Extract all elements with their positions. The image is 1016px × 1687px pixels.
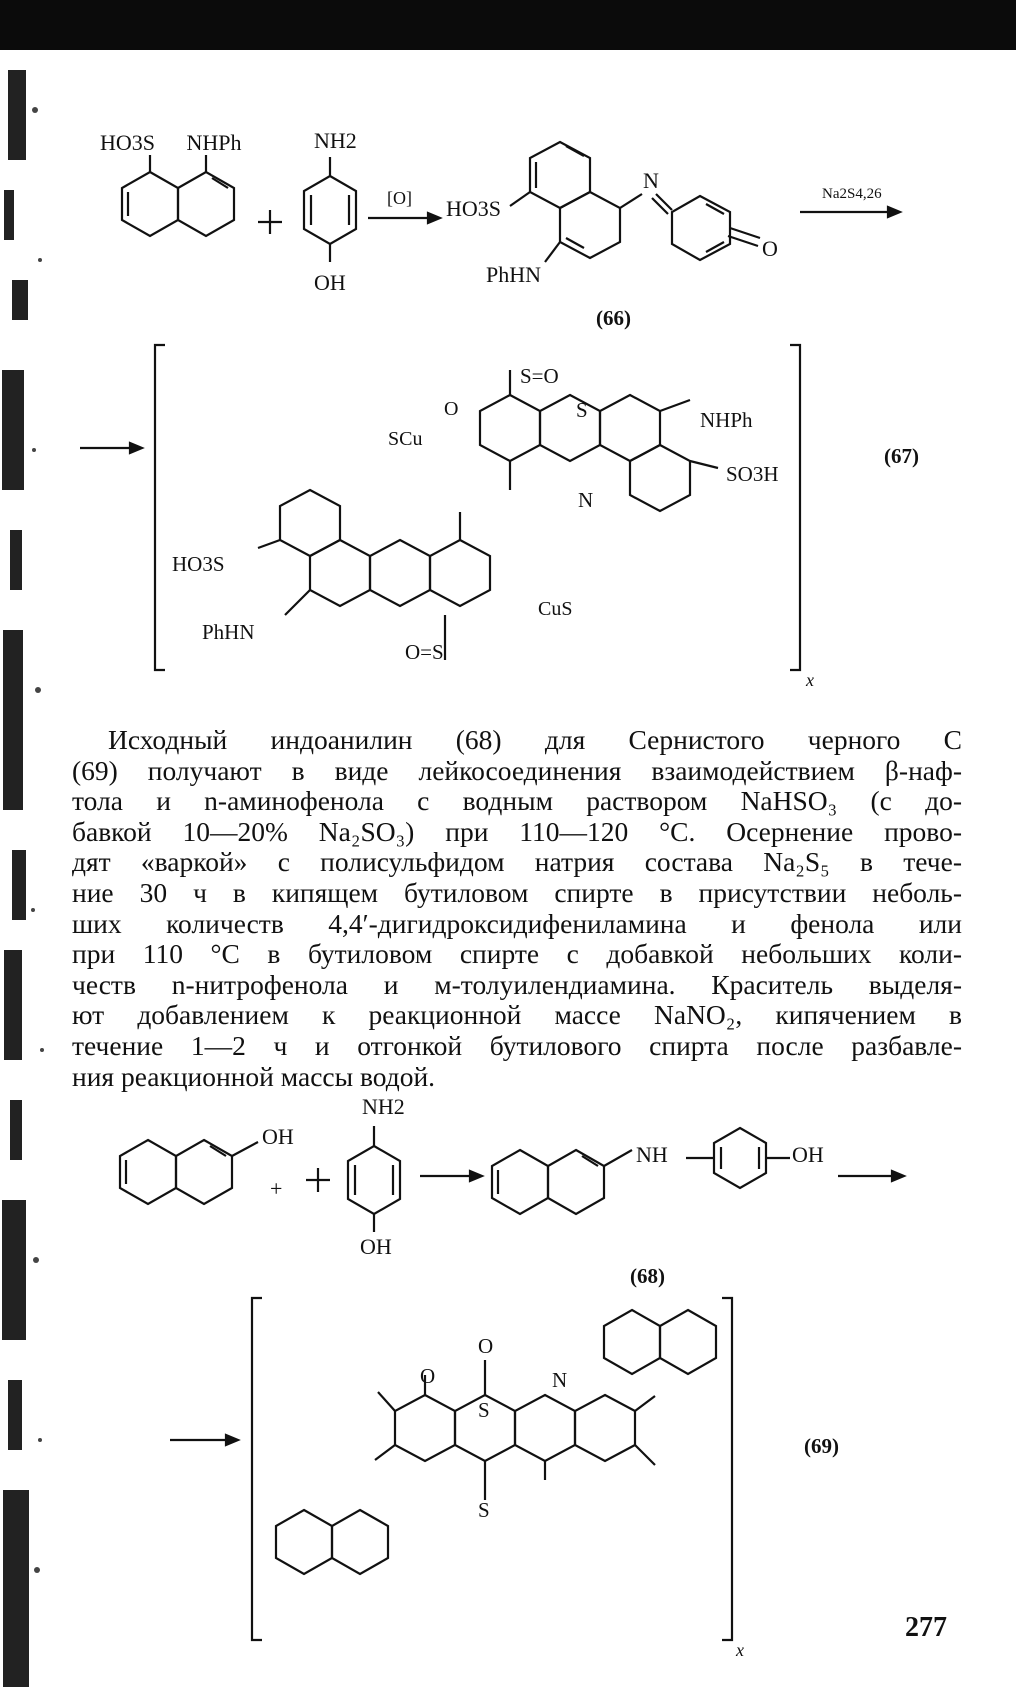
group-label: N [643, 168, 659, 193]
compound-label: (69) [804, 1434, 839, 1458]
reactant-aminophenol [348, 1126, 400, 1232]
paragraph-line: ния реакционной массы водой. [72, 1060, 436, 1092]
reactant-beta-naphthol [120, 1140, 258, 1204]
group-label: NHPh [186, 130, 242, 155]
paragraph-line: при 110 °С в бутиловом спирте с добавкой небольших коли- [72, 938, 962, 970]
paragraph-line: ют добавлением к реакционной массе NaNO₂, кипячением в [72, 999, 962, 1031]
group-label: HO3S [172, 552, 225, 576]
group-label: NHPh [700, 408, 753, 432]
group-label: O [444, 398, 459, 420]
group-label: SO3H [726, 462, 779, 486]
group-label: NH2 [362, 1094, 405, 1119]
group-label: NH2 [314, 128, 357, 153]
group-label: O=S [405, 640, 444, 664]
paragraph-line: честв n-нитрофенола и м-толуилендиамина. Краситель выделя- [72, 968, 962, 1000]
group-label: HO3S [100, 130, 156, 155]
paragraph-line: бавкой 10—20% Na₂SO₃) при 110—120 °С. Осернение прово- [72, 815, 962, 847]
group-label: HO3S [446, 196, 502, 221]
product68-structure [492, 1128, 790, 1214]
group-label: S [478, 1398, 490, 1422]
group-label: PhHN [486, 262, 542, 287]
paragraph-line: (69) получают в виде лейкосоединения взаимодействием β-наф- [72, 754, 962, 786]
paragraph-line: ние 30 ч в кипящем бутиловом спирте в присутствии неболь- [72, 876, 962, 908]
group-label: OH [314, 270, 346, 295]
group-label: O [478, 1334, 494, 1358]
group-label: OH [262, 1124, 294, 1149]
group-label: OH [360, 1234, 392, 1259]
group-label: NH [636, 1142, 668, 1167]
paragraph-line: тола и n-аминофенола с водным раствором NaHSO₃ (с до- [72, 785, 962, 817]
group-label: N [578, 488, 594, 512]
compound-label: (68) [630, 1264, 665, 1288]
paragraph-line: дят «варкой» с полисульфидом натрия состава Na₂S₅ в тече- [72, 846, 962, 878]
paragraph-line: ших количеств 4,4′-дигидроксидифениламина и фенола или [72, 907, 962, 939]
group-label: PhHN [202, 620, 255, 644]
group-label: S=O [520, 364, 559, 388]
group-label: CuS [538, 598, 573, 620]
compound-label: (66) [596, 306, 631, 330]
group-label: SCu [388, 428, 423, 450]
polymer-subscript: x [736, 1640, 744, 1660]
group-label: OH [792, 1142, 824, 1167]
group-label: S [478, 1498, 490, 1522]
arrow-label: [O] [387, 188, 412, 208]
group-label: S [576, 398, 588, 422]
arrow-label: Na2S4,26 [822, 186, 882, 202]
paragraph-line: Исходный индоанилин (68) для Сернистого черного С [108, 724, 962, 755]
page-number: 277 [905, 1612, 947, 1643]
plus-sign: + [270, 1176, 283, 1201]
group-label: N [552, 1368, 568, 1392]
product69-structure [276, 1310, 716, 1574]
group-label: O [762, 236, 778, 261]
paragraph-line: течение 1—2 ч и отгонкой бутилового спирта после разбавле- [72, 1029, 962, 1061]
compound-label: (67) [884, 444, 919, 468]
group-label: O [420, 1364, 436, 1388]
polymer-subscript: x [806, 670, 814, 690]
